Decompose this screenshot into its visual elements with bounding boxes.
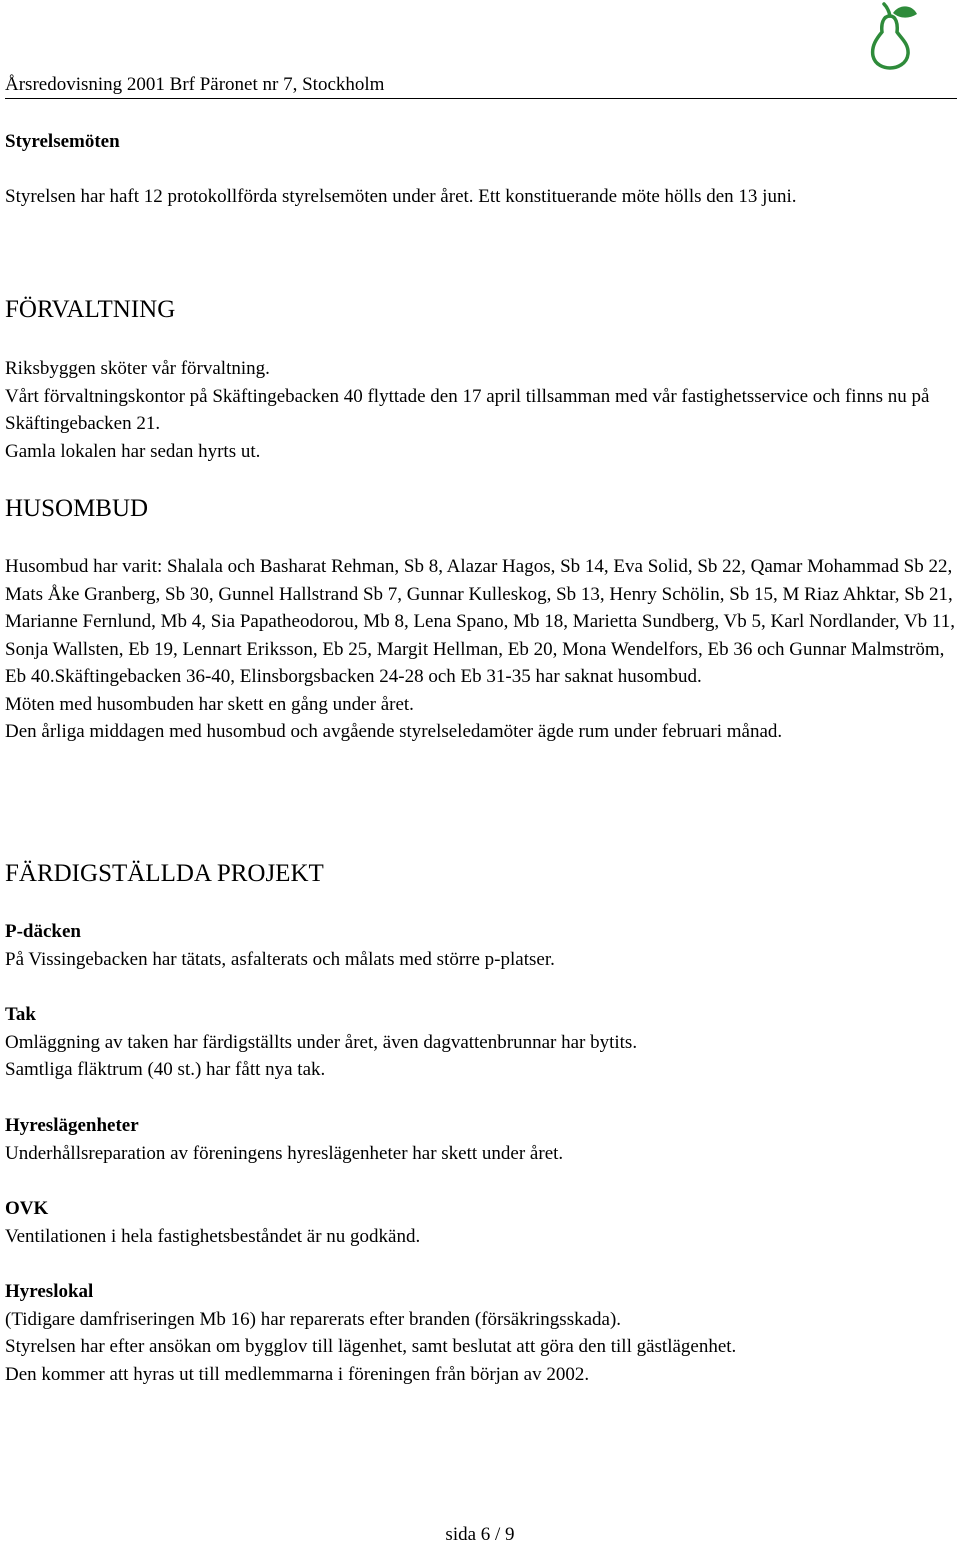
projekt-heading: FÄRDIGSTÄLLDA PROJEKT [5, 860, 324, 887]
project-hyreslagenheter [5, 1112, 957, 1167]
document-title: Årsredovisning 2001 Brf Päronet nr 7, Stockholm [5, 74, 385, 95]
pear-icon [857, 2, 923, 70]
project-title: P-däcken [5, 921, 81, 942]
project-title: Tak [5, 1004, 36, 1025]
styrelsemoten-heading: Styrelsemöten [5, 131, 120, 152]
husombud-line: Möten med husombuden har skett en gång under året. [5, 693, 414, 715]
styrelsemoten-text: Styrelsen har haft 12 protokollförda styrelsemöten under året. Ett konstituerande möte hölls den 13 juni. [5, 186, 797, 207]
forvaltning-section [5, 355, 957, 465]
project-line: Styrelsen har efter ansökan om bygglov till lägenhet, samt beslutat att göra den till gästlägenhet. [5, 1336, 737, 1357]
project-line: På Vissingebacken har tätats, asfalterats och målats med större p-platser. [5, 948, 555, 970]
project-ovk [5, 1195, 957, 1250]
forvaltning-heading: FÖRVALTNING [5, 296, 176, 323]
forvaltning-line: Riksbyggen sköter vår förvaltning. [5, 358, 270, 379]
project-line: Samtliga fläktrum (40 st.) har fått nya tak. [5, 1059, 326, 1080]
project-hyreslokal [5, 1278, 957, 1388]
project-title: OVK [5, 1198, 49, 1219]
husombud-section [5, 553, 957, 746]
project-line: Ventilationen i hela fastighetsbeståndet är nu godkänd. [5, 1225, 421, 1247]
husombud-heading: HUSOMBUD [5, 495, 149, 522]
forvaltning-line: Gamla lokalen har sedan hyrts ut. [5, 440, 261, 462]
project-line: Underhållsreparation av föreningens hyreslägenheter har skett under året. [5, 1142, 564, 1164]
page-number: sida 6 / 9 [445, 1524, 515, 1545]
project-p-dacken [5, 918, 957, 973]
project-line: Den kommer att hyras ut till medlemmarna i föreningen från början av 2002. [5, 1363, 590, 1385]
husombud-line: Den årliga middagen med husombud och avgående styrelseledamöter ägde rum under februari månad. [5, 721, 783, 742]
project-tak [5, 1001, 957, 1084]
project-title: Hyreslokal [5, 1281, 94, 1302]
page-header [5, 0, 957, 99]
project-title: Hyreslägenheter [5, 1115, 139, 1136]
husombud-paragraph: Husombud har varit: Shalala och Basharat Rehman, Sb 8, Alazar Hagos, Sb 14, Eva Solid, Sb 22, Qamar Mohammad Sb 22, Mats Åke Granberg, Sb 30, Gunnel Hallstrand Sb 7, Gunnar Kulleskog, Sb 13, Henry Schölin, Sb 15, M Riaz Ahktar, Sb 21, Marianne Fernlund, Mb 4, Sia Papatheodorou, Mb 8, Lena Spano, Mb 18, Marietta Sundberg, Vb 5, Karl Nordlander, Vb 11, Sonja Wallsten, Eb 19, Lennart Eriksson, Eb 25, Margit Hellman, Eb 20, Mona Wendelfors, Eb 36 och Gunnar Malmström, Eb 40.Skäftingebacken 36-40, Elinsborgsbacken 24-28 och Eb 31-35 har saknat husombud. [5, 556, 955, 687]
forvaltning-line: Vårt förvaltningskontor på Skäftingebacken 40 flyttade den 17 april tillsamman med vår fastighetsservice och finns nu på Skäftingebacken 21. [5, 385, 930, 434]
project-line: Omläggning av taken har färdigställts under året, även dagvattenbrunnar har bytits. [5, 1031, 638, 1053]
project-line: (Tidigare damfriseringen Mb 16) har reparerats efter branden (försäkringsskada). [5, 1308, 622, 1330]
